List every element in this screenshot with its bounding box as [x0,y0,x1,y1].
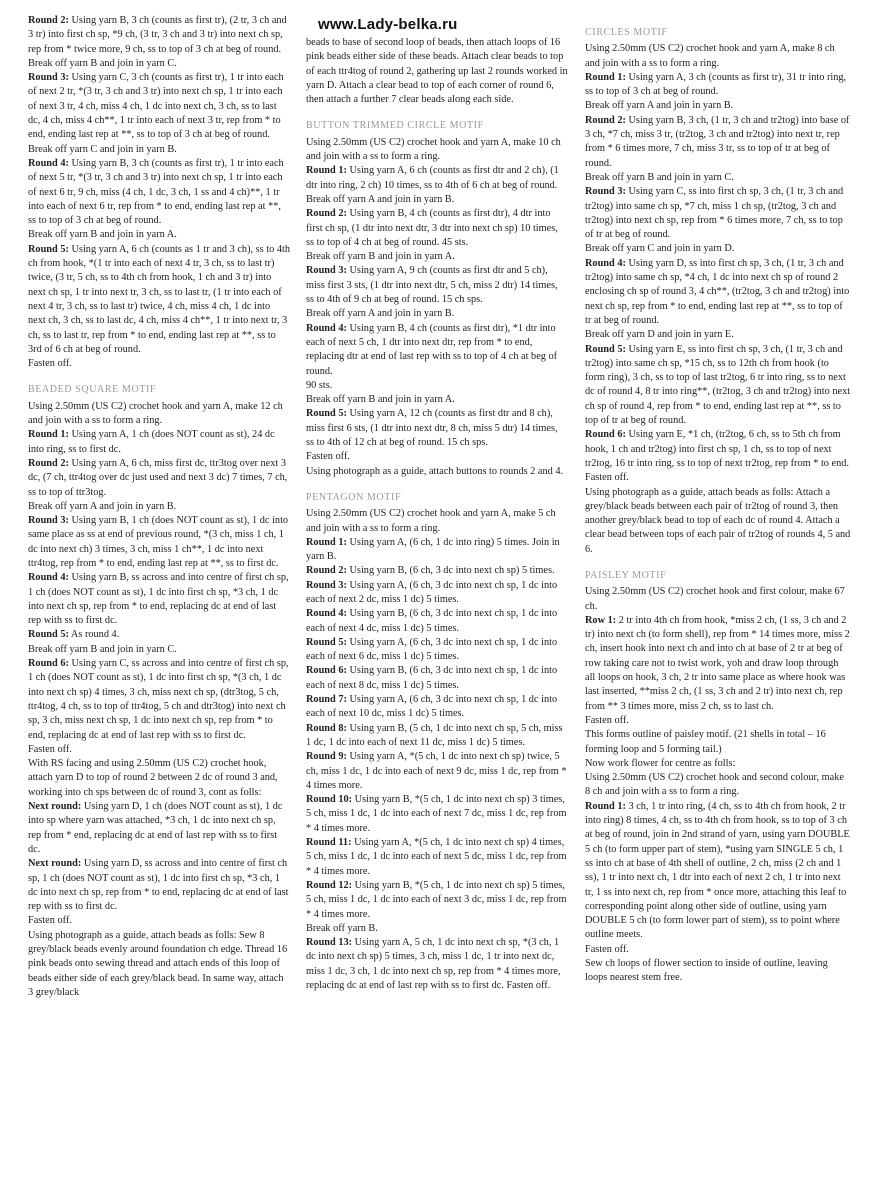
paragraph-text: Using yarn A, 3 ch (counts as first tr), 31 tr into ring, ss to top of 3 ch at beg of round. [585,71,847,98]
paragraph-text: As round 4. [68,629,120,641]
paragraph-text: Break off yarn A and join in yarn B. [585,100,734,112]
paragraph-text: Using yarn A, 12 ch (counts as first dtr and 8 ch), miss first 6 sts, (1 dtr into next dtr, 8 ch, miss 5 dtr) 14 times, ss to 4th of 12 ch at beg of round. 15 ch sps. [306,408,558,449]
round-label: Round 9: [306,751,347,763]
paragraph-text: Using yarn E, ss into first ch sp, 3 ch, (1 tr, 3 ch and tr2tog) into same ch sp, *15 ch, ss to 12th ch from hook (to form ring), 3 ch, ss to top of last tr2tog, 6 tr into ring, ss to next dc of round 4, 8 tr into ring**, (tr2tog, 3 ch and tr2tog) into next ch sp of round 4, rep from * to end, ending last rep at **, ss to top of tr at beg of round. [585,343,851,427]
section-heading: BEADED SQUARE MOTIF [28,384,157,396]
round-label: Round 6: [306,665,347,677]
round-label: Round 1: [28,429,69,441]
paragraph-text: Fasten off. [585,943,629,955]
paragraph-text: Using yarn B, 3 ch (counts as first tr), 1 tr into each of next 5 tr, *(3 tr, 3 ch and 3 tr) into next ch sp, 1 tr into each of next 6 tr, 9 ch, miss (4 ch, 1 dc, 3 ch, 1 ss and 4 ch)**, 1 tr into each of next 6 tr, rep from * to end, ending last rep at **, ss to top of 3 ch at beg of round. [28,157,284,227]
round-label: Round 10: [306,794,353,806]
paragraph-text: Fasten off. [585,714,629,726]
instruction-text [306,136,568,165]
paragraph-text: Fasten off. [28,358,72,370]
round-label: Round 4: [28,572,69,584]
instruction-text [585,585,851,614]
instruction-text [306,393,568,407]
paragraph-text: Using yarn A, *(5 ch, 1 dc into next ch sp) 4 times, 5 ch, miss 1 dc, 1 dc into each of next 5 dc, miss 1 dc, rep from * 4 times more. [306,837,567,877]
instruction-text [28,914,290,928]
instruction-text [306,250,568,264]
round-label: Round 4: [28,157,69,169]
round-label: Round 4: [306,608,347,620]
column-1 [28,14,290,1000]
round-instruction [306,936,568,993]
round-instruction [585,614,851,714]
paragraph-text: Using yarn A, 6 ch (counts as first dtr and 2 ch), (1 dtr into ring, 2 ch) 10 times, ss to 4th of 6 ch at beg of round. [306,165,559,191]
paragraph-text: Using yarn A, 1 ch (does NOT count as st), 24 dc into ring, ss to first dc. [28,429,275,455]
round-label: Round 1: [306,165,347,177]
paragraph-text: Using yarn B, 1 ch (does NOT count as st), 1 dc into same place as ss at end of previous round, *(3 ch, miss 1 ch, 1 dc into next ch) 3 times, 3 ch, miss 1 ch**, 1 dc into next ttr4tog, rep from * to end, ending last rep at **, ss to first dc. [28,515,289,569]
round-instruction [306,636,568,665]
paragraph-text: Using yarn B, *(5 ch, 1 dc into next ch sp) 3 times, 5 ch, miss 1 dc, 1 dc into each of next 7 dc, miss 1 dc, rep from * 4 times more. [306,794,567,834]
paragraph-text: Using yarn A, *(5 ch, 1 dc into next ch sp) twice, 5 ch, miss 1 dc, 1 dc into each of next 9 dc, miss 1 dc, rep from * 4 times more. [306,751,567,791]
round-label: Round 2: [306,565,347,577]
round-label: Round 2: [28,15,69,26]
round-instruction [28,71,290,142]
paragraph-text: Using yarn D, ss into first ch sp, 3 ch, (1 tr, 3 ch and tr2tog) into same ch sp, *4 ch, 1 dc into next ch sp of round 2 enclosing ch sp of round 3, 4 ch**, (tr2tog, 3 ch and tr2tog) into next ch sp, rep from * to end, ending last rep at **, ss to top of tr at beg of round. [585,257,850,326]
instruction-text [585,943,851,957]
instruction-text [306,193,568,207]
instruction-text [306,465,568,479]
round-instruction [28,457,290,500]
paragraph-text: With RS facing and using 2.50mm (US C2) crochet hook, attach yarn D to top of round 2 between 2 dc of round 3 and, working into ch sps between dc of round 3, cont as folls: [28,758,278,798]
round-instruction [306,607,568,636]
paragraph-text: Fasten off. [28,743,72,755]
round-instruction [306,322,568,379]
instruction-text [306,922,568,936]
column-3 [585,26,851,986]
paragraph-text: Break off yarn B and join in yarn C. [28,57,177,69]
paragraph-text: Using yarn A, 6 ch (counts as 1 tr and 3 ch), ss to 4th ch from hook, *(1 tr into each of next 4 tr, 3 ch, ss to last tr) twice, (3 tr, 5 ch, ss to 4th ch from hook, 1 ch and 3 tr) into next ch sp, 1 tr into next tr, 3 ch, ss to last tr, (1 tr into each of next 4 tr, 3 ch, ss to last tr) twice, 4 ch, miss 4 ch, 1 dc into next ch, 3 ch, ss to last dc, 4 ch, miss 4 ch**, 1 tr into next tr, 3 ch, ss to last tr, rep from * to end, ending last rep at **, ss to 3rd of 6 ch at beg of round. [28,243,290,355]
instruction-text [306,36,568,107]
paragraph-text: Using yarn E, *1 ch, (tr2tog, 6 ch, ss to 5th ch from hook, 1 ch and tr2tog) into first ch sp, 1 ch, ss to top of next tr2tog, 16 tr into ring, ss to top of next tr2tog, rep from * to end. [585,429,849,469]
round-instruction [585,185,851,242]
instruction-text [585,728,851,757]
instruction-text [28,757,290,800]
paragraph-text: Now work flower for centre as folls: [585,757,736,769]
round-instruction [28,243,290,357]
round-label: Round 5: [306,636,347,648]
instruction-text [28,228,290,242]
round-instruction [306,664,568,693]
round-label: Next round: [28,858,82,870]
instruction-text [306,307,568,321]
round-label: Round 7: [306,694,347,706]
round-instruction [28,800,290,857]
instruction-text [28,743,290,757]
round-label: Round 3: [28,515,69,527]
round-label: Next round: [28,801,82,813]
paragraph-text: Using 2.50mm (US C2) crochet hook and second colour, make 8 ch and join with a ss to form a ring. [585,772,844,798]
paragraph-text: Using yarn B, (6 ch, 3 dc into next ch sp, 1 dc into each of next 4 dc, miss 1 dc) 5 times. [306,608,558,634]
paragraph-text: Break off yarn B and join in yarn C. [585,171,734,183]
round-instruction [306,207,568,250]
round-instruction [28,571,290,628]
round-instruction [306,693,568,722]
instruction-text [28,357,290,371]
paragraph-text: 2 tr into 4th ch from hook, *miss 2 ch, (1 ss, 3 ch and 2 tr) into next ch (to form shell), rep from * 14 times more, miss 2 ch, insert hook into next ch and into ch at base of 2 tr at beg of row taking care not to twist work, yoh and draw loop through all loops on hook, 3 ch, 2 tr into same place as where hook was last inserted, **miss 2 ch, (1 ss, 3 ch and 2 tr) into next ch, rep from ** 3 times more, miss 2 ch, ss to last ch. [585,614,850,712]
round-label: Round 3: [306,265,347,277]
paragraph-text: Break off yarn B and join in yarn A. [28,229,177,241]
paragraph-text: Using yarn D, ss across and into centre of first ch sp, 1 ch (does NOT count as st), 1 dc into first ch sp, *3 ch, 1 dc into next ch sp, rep from * to end, replacing dc at end of last rep with ss to first dc. [28,858,289,913]
paragraph-text: Using yarn B, *(5 ch, 1 dc into next ch sp) 5 times, 5 ch, miss 1 dc, 1 dc into each of next 3 dc, miss 1 dc, rep from * 4 times more. [306,879,567,920]
round-instruction [28,14,290,57]
paragraph-text: Fasten off. [585,472,629,484]
paragraph-text: beads to base of second loop of beads, then attach loops of 16 pink beads either side of these beads. Attach clear beads to top of each ttr4tog of round 2, gathering up last 2 rounds worked in yarn D. Attach a clear bead to top of each corner of round 6, then attach a further 7 clear beads along each side. [306,37,568,106]
instruction-text [306,450,568,464]
round-label: Round 3: [306,579,347,591]
round-label: Round 6: [585,429,626,441]
paragraph-text: Using yarn B, ss across and into centre of first ch sp, 1 ch (does NOT count as st), 1 dc into first ch sp, *3 ch, 1 dc into next ch sp, rep from * to end, replacing dc at end of last rep with ss to first dc. [28,572,289,627]
round-instruction [306,836,568,879]
round-label: Round 8: [306,722,347,734]
instruction-text [28,500,290,514]
round-instruction [585,428,851,471]
round-instruction [585,257,851,328]
paragraph-text: Break off yarn A and join in yarn B. [28,500,177,512]
section-heading: PAISLEY MOTIF [585,569,667,581]
round-label: Round 2: [28,457,69,469]
instruction-text [585,99,851,113]
round-instruction [585,343,851,429]
round-instruction [585,114,851,171]
paragraph-text: Using yarn B, (6 ch, 3 dc into next ch sp) 5 times. [346,565,555,577]
column-2 [306,36,568,993]
instruction-text [585,714,851,728]
instruction-text [585,957,851,986]
instruction-text [28,643,290,657]
paragraph-text: Using yarn A, 9 ch (counts as first dtr and 5 ch), miss first 3 sts, (1 dtr into next dtr, 5 ch, miss 2 dtr) 14 times, ss to 4th of 9 ch at beg of round. 15 ch sps. [306,265,558,306]
instruction-text [585,771,851,800]
round-instruction [28,857,290,914]
round-label: Round 3: [585,186,626,198]
paragraph-text: Using 2.50mm (US C2) crochet hook and yarn A, make 8 ch and join with a ss to form a ring. [585,43,835,69]
round-instruction [28,514,290,571]
round-label: Round 6: [28,658,69,670]
round-label: Round 1: [585,800,626,812]
paragraph-text: Fasten off. [28,915,72,927]
round-label: Round 1: [585,71,626,83]
round-label: Round 13: [306,937,353,949]
round-instruction [28,157,290,228]
round-label: Round 5: [28,243,69,255]
paragraph-text: Using yarn C, ss into first ch sp, 3 ch, (1 tr, 3 ch and tr2tog) into same ch sp, *7 ch, miss 1 ch sp, (tr2tog, 3 ch and tr2tog) into next ch sp, rep from * 6 times more, 7 ch, ss to top of tr at beg of round. [585,186,844,241]
paragraph-text: Using yarn B, 3 ch, (1 tr, 3 ch and tr2tog) into base of 3 ch, *7 ch, miss 3 tr, (tr2tog, 3 ch and tr2tog) into next tr, rep from * 6 times more, 7 ch, miss 3 tr, ss to top of tr at beg of round. [585,114,850,169]
paragraph-text: Using yarn C, 3 ch (counts as first tr), 1 tr into each of next 2 tr, *(3 tr, 3 ch and 3 tr) into next ch sp, 1 tr into each of next 3 tr, 4 ch, miss 4 ch, 1 dc into next ch, 3 ch, ss to last dc, 4 ch, miss 4 ch**, 1 tr into each of next 3 tr, rep from * to end, ending last rep at **, ss to top of 3 ch at beg of round. [28,72,284,141]
paragraph-text: Using yarn A, (6 ch, 3 dc into next ch sp, 1 dc into each of next 6 dc, miss 1 dc) 5 times. [306,636,558,663]
paragraph-text: Using 2.50mm (US C2) crochet hook and yarn A, make 5 ch and join with a ss to form a ring. [306,508,556,534]
round-instruction [306,579,568,608]
round-instruction [306,164,568,193]
round-label: Round 12: [306,879,353,891]
paragraph-text: Break off yarn C and join in yarn D. [585,243,735,255]
paragraph-text: Break off yarn B and join in yarn C. [28,643,177,655]
site-watermark: www.Lady-belka.ru [318,16,458,33]
round-instruction [28,657,290,743]
paragraph-text: Sew ch loops of flower section to inside of outline, leaving loops nearest stem free. [585,958,828,984]
instruction-text [585,486,851,557]
round-instruction [306,564,568,578]
round-label: Round 11: [306,837,352,849]
round-instruction [306,879,568,922]
round-instruction [28,428,290,457]
round-instruction [306,407,568,450]
instruction-text [585,171,851,185]
paragraph-text: 3 ch, 1 tr into ring, (4 ch, ss to 4th ch from hook, 2 tr into ring) 8 times, 4 ch, ss to 4th ch from hook, ss to top of 3 ch at beg of round, join in 2nd strand of yarn, using yarn DOUBLE 5 ch (to form upper part of stem), *using yarn SINGLE 5 ch, 1 ss into ch at base of 4th shell of outline, 2 ch, miss (2 ch and 1 ss), 1 tr into next ch, 1 dtr into each of next 2 ch, 1 tr into next tr, 1 ss into next ch, rep from * once more, attaching this leaf to corresponding point along other side of outline, using yarn DOUBLE 5 ch (to form lower part of stem), ss to point where outline meets. [585,800,850,941]
paragraph-text: Break off yarn B and join in yarn A. [306,394,455,406]
paragraph-text: Using yarn D, 1 ch (does NOT count as st), 1 dc into sp where yarn was attached, *3 ch, 1 dc into next ch sp, rep from * end, replacing dc at end of last rep with ss to first dc. [28,801,283,855]
instruction-text [28,400,290,429]
paragraph-text: Using yarn A, (6 ch, 3 dc into next ch sp, 1 dc into each of next 2 dc, miss 1 dc) 5 times. [306,579,558,605]
instruction-text [306,507,568,536]
round-instruction [306,793,568,836]
section-heading: PENTAGON MOTIF [306,491,402,503]
paragraph-text: Using 2.50mm (US C2) crochet hook and yarn A, make 12 ch and join with a ss to form a ring. [28,400,283,427]
instruction-text [585,42,851,71]
round-instruction [28,628,290,642]
paragraph-text: Using yarn B, 4 ch (counts as first dtr), *1 dtr into each of next 5 ch, 1 dtr into next dtr, rep from * to end, replacing dtr at end of last rep with ss to top of 4 ch at beg of round. [306,322,558,377]
round-label: Round 5: [585,343,626,355]
round-label: Round 5: [28,629,69,641]
paragraph-text: Using 2.50mm (US C2) crochet hook and first colour, make 67 ch. [585,586,845,612]
instruction-text [28,929,290,1000]
paragraph-text: Using yarn A, 5 ch, 1 dc into next ch sp, *(3 ch, 1 dc into next ch sp) 5 times, 3 ch, miss 1 dc, 1 tr into next dc, miss 1 dc, 3 ch, 1 dc into next ch sp, rep from * 4 times more, replacing dc at end of last rep with ss to first dc. Fasten off. [306,937,561,991]
paragraph-text: Using photograph as a guide, attach buttons to rounds 2 and 4. [306,465,564,477]
instruction-text [28,57,290,71]
paragraph-text: Using yarn B, (6 ch, 3 dc into next ch sp, 1 dc into each of next 8 dc, miss 1 dc) 5 times. [306,665,558,691]
round-instruction [306,750,568,793]
round-instruction [585,71,851,100]
round-label: Round 3: [28,72,69,84]
instruction-text [585,328,851,342]
paragraph-text: Using 2.50mm (US C2) crochet hook and yarn A, make 10 ch and join with a ss to form a ring. [306,136,561,163]
section-heading: CIRCLES MOTIF [585,27,668,38]
instruction-text [28,143,290,157]
paragraph-text: Using yarn A, 6 ch, miss first dc, ttr3tog over next 3 dc, (7 ch, ttr4tog over dc just used and next 3 dc) 7 times, 7 ch, ss to top of ttr3tog. [28,457,288,498]
paragraph-text: 90 sts. [306,379,333,391]
round-instruction [585,800,851,943]
paragraph-text: Break off yarn A and join in yarn B. [306,308,455,320]
round-instruction [306,264,568,307]
round-label: Round 4: [306,322,347,334]
paragraph-text: Using yarn B, (5 ch, 1 dc into next ch sp, 5 ch, miss 1 dc, 1 dc into each of next 11 dc, miss 1 dc) 5 times. [306,722,563,748]
round-instruction [306,536,568,565]
paragraph-text: Using yarn A, (6 ch, 1 dc into ring) 5 times. Join in yarn B. [306,536,560,563]
instruction-text [585,242,851,256]
paragraph-text: Break off yarn D and join in yarn E. [585,329,734,341]
round-label: Round 4: [585,257,626,269]
round-label: Round 1: [306,536,347,548]
paragraph-text: Using yarn A, (6 ch, 3 dc into next ch sp, 1 dc into each of next 10 dc, miss 1 dc) 5 times. [306,694,558,720]
paragraph-text: This forms outline of paisley motif. (21 shells in total – 16 forming loop and 5 forming tail.) [585,729,826,755]
round-instruction [306,722,568,751]
instruction-text [306,379,568,393]
paragraph-text: Fasten off. [306,451,350,463]
paragraph-text: Using yarn B, 3 ch (counts as first tr), (2 tr, 3 ch and 3 tr) into first ch sp, *9 ch, (3 tr, 3 ch and 3 tr) into next ch sp, rep from * twice more, 9 ch, ss to top of 3 ch at beg of round. [28,15,287,55]
instruction-text [585,757,851,771]
paragraph-text: Using yarn B, 4 ch (counts as first dtr), 4 dtr into first ch sp, (1 dtr into next dtr, 3 dtr into next ch sp) 10 times, ss to top of 4 ch at beg of round. 45 sts. [306,208,558,248]
paragraph-text: Using photograph as a guide, attach beads as folls: Sew 8 grey/black beads evenly around foundation ch edge. Thread 16 pink beads onto sewing thread and attach ends of this loop of beads either side of each grey/black bead. In same way, attach 3 grey/black [28,929,288,998]
round-label: Round 5: [306,408,347,420]
paragraph-text: Break off yarn C and join in yarn B. [28,143,177,155]
round-label: Row 1: [585,614,617,626]
paragraph-text: Break off yarn A and join in yarn B. [306,193,455,205]
round-label: Round 2: [306,208,347,220]
section-heading: BUTTON TRIMMED CIRCLE MOTIF [306,120,484,132]
paragraph-text: Break off yarn B and join in yarn A. [306,251,455,263]
paragraph-text: Break off yarn B. [306,922,378,934]
paragraph-text: Using photograph as a guide, attach beads as folls: Attach a grey/black beads between each pair of tr2tog of round 3, then another grey/black bead to top of each dc of round 4. Attach a clear bead between tops of each pair of tr2tog of rounds 4, 5 and 6. [585,486,851,555]
paragraph-text: Using yarn C, ss across and into centre of first ch sp, 1 ch (does NOT count as st), 1 dc into first ch sp, *(3 ch, 1 dc into next ch sp) 4 times, 3 ch, miss next ch sp, (dtr3tog, 5 ch, ttr4tog, 4 ch, ss to top of ttr4tog, 5 ch and dtr3tog) into next ch sp, 3 ch, miss next ch sp, 1 dc into next ch sp, rep from * to end, replacing dc at end of last rep with ss to first dc. [28,658,289,741]
round-label: Round 2: [585,114,626,126]
instruction-text [585,471,851,485]
